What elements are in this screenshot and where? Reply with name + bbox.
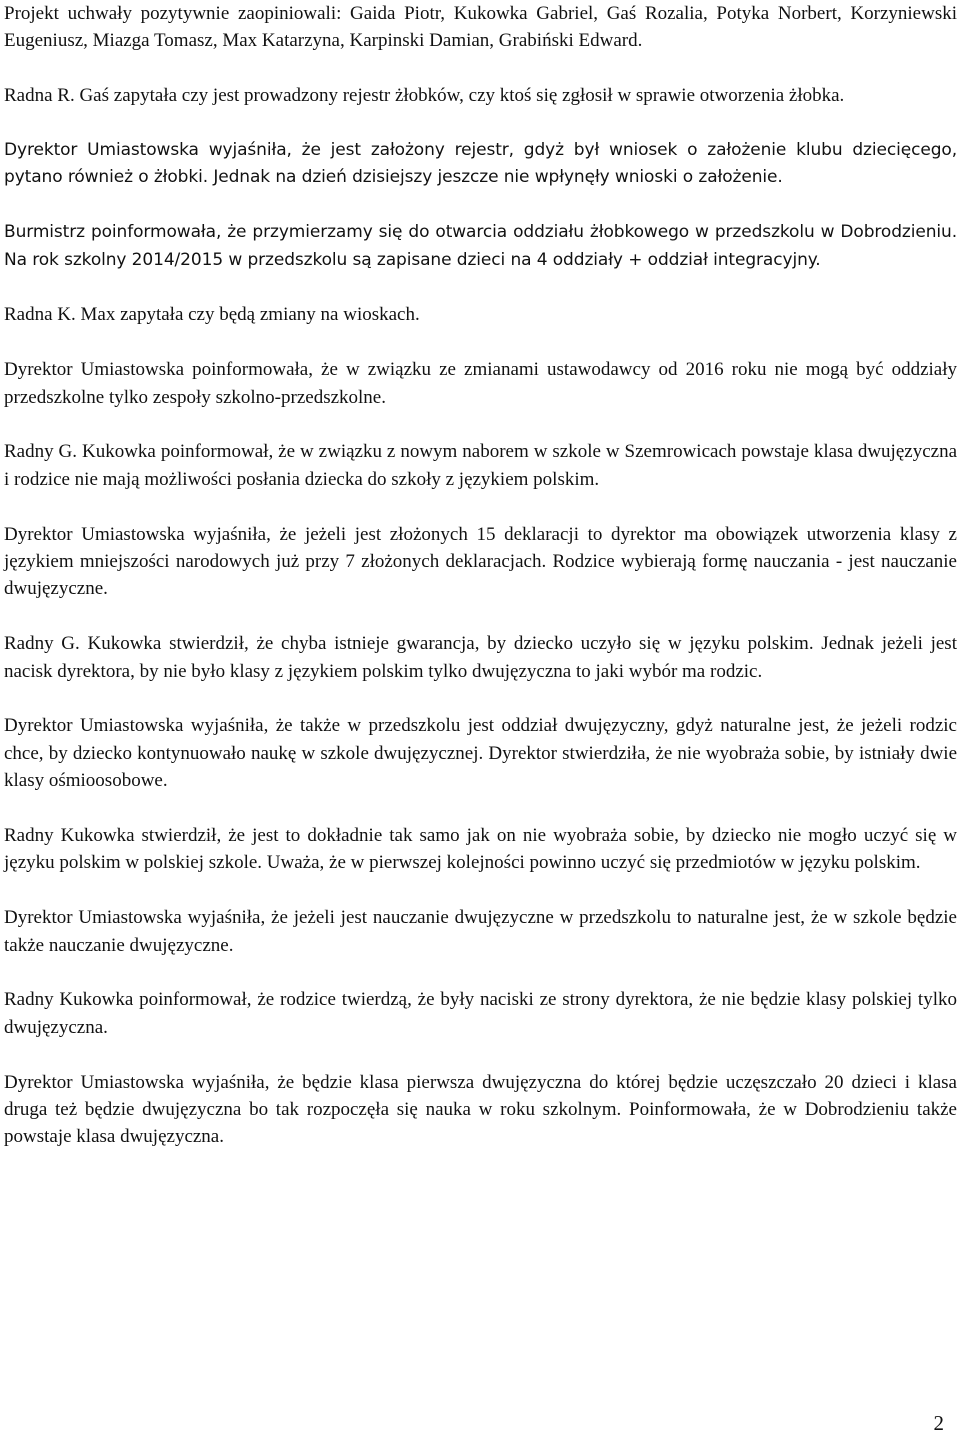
paragraph-question-max: Radna K. Max zapytała czy będą zmiany na wioskach. bbox=[4, 304, 420, 326]
page-number: 2 bbox=[933, 1411, 944, 1435]
paragraph-kukowka-bilingual: Radny G. Kukowka poinformował, że w związku z nowym naborem w szkole w Szemrowicach powstaje klasa dwujęzyczna i rodzice nie mają możliwości posłania dziecka do szkoły z językiem polskim. bbox=[4, 441, 957, 490]
paragraph-kukowka-pressure: Radny Kukowka poinformował, że rodzice twierdzą, że były naciski ze strony dyrektora, że nie będzie klasy polskiej tylko dwujęzyczna. bbox=[4, 989, 957, 1038]
paragraph-answer-classes: Dyrektor Umiastowska wyjaśniła, że będzie klasa pierwsza dwujęzyczna do której będzie uczęszczało 20 dzieci i klasa druga też będzie dwujęzyczna bo tak rozpoczęła się nauka w roku szkolnym. Poinformowała, że w Dobrodzieniu także powstaje klasa dwujęzyczna. bbox=[4, 1071, 957, 1148]
paragraph-question-gas: Radna R. Gaś zapytała czy jest prowadzony rejestr żłobków, czy ktoś się zgłosił w sprawie otworzenia żłobka. bbox=[4, 85, 845, 107]
paragraph-answer-register: Dyrektor Umiastowska wyjaśniła, że jest założony rejestr, gdyż był wniosek o założenie klubu dziecięcego, pytano również o żłobki. Jednak na dzień dzisiejszy jeszcze nie wpłynęły wnioski o założenie. bbox=[4, 140, 957, 188]
paragraph-answer-preschool: Dyrektor Umiastowska wyjaśniła, że także w przedszkolu jest oddział dwujęzyczny, gdyż naturalne jest, że jeżeli rodzic chce, by dziecko kontynuowało naukę w szkole dwujęzycznej. Dyrektor stwierdziła, że nie wyobraża sobie, by istniały dwie klasy ośmioosobowe. bbox=[4, 715, 957, 792]
document-page bbox=[4, 0, 957, 1178]
paragraph-kukowka-polish-school: Radny Kukowka stwierdził, że jest to dokładnie tak samo jak on nie wyobraża sobie, by dziecko nie mogło uczyć się w języku polskim w polskiej szkole. Uważa, że w pierwszej kolejności powinno uczyć się przedmiotów w języku polskim. bbox=[4, 825, 957, 874]
paragraph-answer-declarations: Dyrektor Umiastowska wyjaśniła, że jeżeli jest złożonych 15 deklaracji to dyrektor ma obowiązek utworzenia klasy z językiem mniejszości narodowych już przy 7 złożonych deklaracjach. Rodzice wybierają formę nauczania - jest nauczanie dwujęzyczne. bbox=[4, 523, 957, 600]
paragraph-kukowka-guarantee: Radny G. Kukowka stwierdził, że chyba istnieje gwarancja, by dziecko uczyło się w języku polskim. Jednak jeżeli jest nacisk dyrektora, by nie było klasy z językiem polskim tylko dwujęzyczna to jaki wybór ma rodzic. bbox=[4, 633, 957, 682]
paragraph-answer-legislation: Dyrektor Umiastowska poinformowała, że w związku ze zmianami ustawodawcy od 2016 roku nie mogą być oddziały przedszkolne tylko zespoły szkolno-przedszkolne. bbox=[4, 359, 957, 408]
paragraph-mayor-nursery: Burmistrz poinformowała, że przymierzamy się do otwarcia oddziału żłobkowego w przedszkolu w Dobrodzieniu. Na rok szkolny 2014/2015 w przedszkolu są zapisane dzieci na 4 oddziały + oddział integracyjny. bbox=[4, 222, 957, 270]
paragraph-answer-natural: Dyrektor Umiastowska wyjaśniła, że jeżeli jest nauczanie dwujęzyczne w przedszkolu to naturalne jest, że w szkole będzie także nauczanie dwujęzyczne. bbox=[4, 907, 957, 956]
paragraph-opinion-list: Projekt uchwały pozytywnie zaopiniowali: Gaida Piotr, Kukowka Gabriel, Gaś Rozalia, Potyka Norbert, Korzyniewski Eugeniusz, Miazga Tomasz, Max Katarzyna, Karpinski Damian, Grabiński Edward. bbox=[4, 3, 957, 52]
